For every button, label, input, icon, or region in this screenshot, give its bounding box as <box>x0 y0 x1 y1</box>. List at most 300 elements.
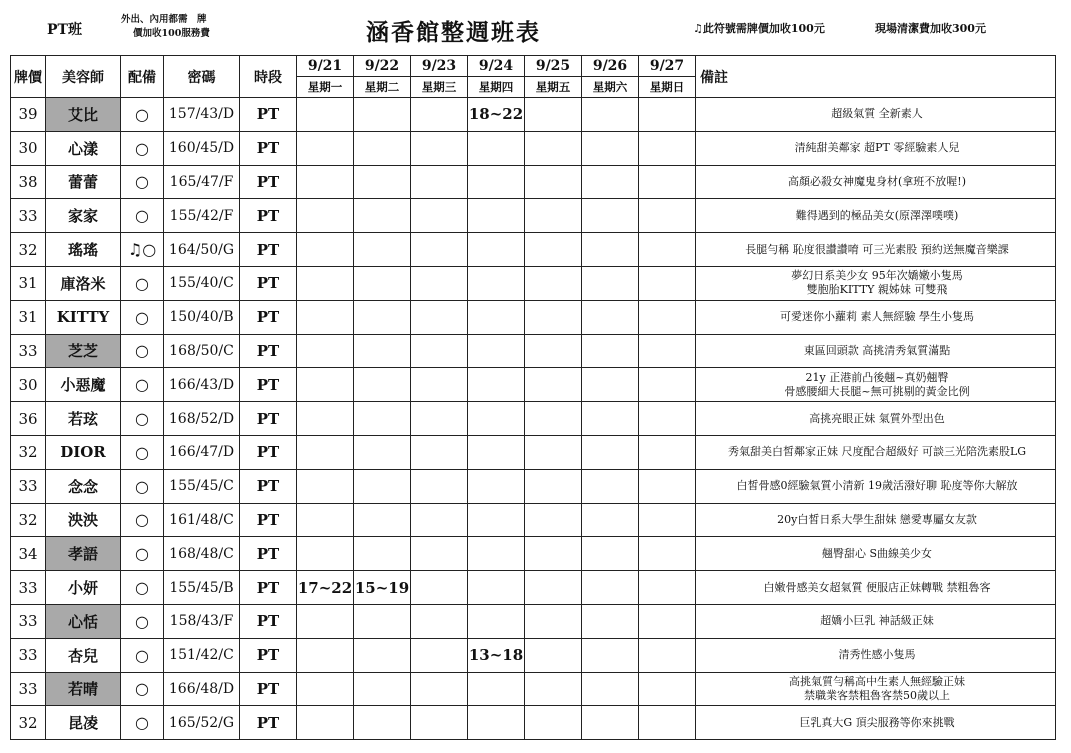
equip-cell: ○ <box>121 131 164 165</box>
schedule-cell <box>525 334 582 368</box>
remarks-cell <box>696 604 1056 638</box>
equip-cell: ○ <box>121 98 164 132</box>
remarks-cell <box>696 402 1056 436</box>
code-cell: 151/42/C <box>164 638 240 672</box>
remarks-cell <box>696 503 1056 537</box>
schedule-cell <box>411 368 468 402</box>
table-row <box>11 334 1056 368</box>
equip-cell: ♫○ <box>121 233 164 267</box>
period-cell: PT <box>240 199 297 233</box>
service-fee-note-line2: 價加收100服務費 <box>133 28 210 39</box>
schedule-cell <box>297 503 354 537</box>
day-date: 9/23 <box>411 56 468 77</box>
schedule-cell <box>297 638 354 672</box>
equip-cell: ○ <box>121 469 164 503</box>
schedule-cell <box>639 537 696 571</box>
schedule-cell <box>411 199 468 233</box>
schedule-cell <box>639 469 696 503</box>
schedule-cell <box>354 469 411 503</box>
schedule-cell <box>468 402 525 436</box>
price-cell: 33 <box>11 571 46 605</box>
stylist-name: 小妍 <box>46 571 121 605</box>
remark-line: 難得遇到的極品美女(原澤澤噗噗) <box>795 208 959 222</box>
schedule-cell <box>582 503 639 537</box>
price-cell: 33 <box>11 469 46 503</box>
code-cell: 158/43/F <box>164 604 240 638</box>
col-stylist: 美容師 <box>46 56 121 98</box>
schedule-cell <box>582 435 639 469</box>
equip-cell: ○ <box>121 402 164 436</box>
remark-line: 骨感腰細大長腿~無可挑剔的黃金比例 <box>784 384 970 398</box>
table-row <box>11 604 1056 638</box>
day-weekday: 星期一 <box>297 77 354 98</box>
code-cell: 166/48/D <box>164 672 240 706</box>
period-cell: PT <box>240 537 297 571</box>
schedule-cell <box>525 300 582 334</box>
schedule-cell <box>582 266 639 300</box>
stylist-name: KITTY <box>46 300 121 334</box>
stylist-name: 小惡魔 <box>46 368 121 402</box>
schedule-cell <box>411 469 468 503</box>
service-fee-note-line1: 外出、內用都需 牌 <box>121 14 207 25</box>
schedule-cell <box>582 672 639 706</box>
remark-line: 白嫩骨感美女超氣質 便服店正妹轉戰 禁粗魯客 <box>763 580 991 594</box>
day-date: 9/27 <box>639 56 696 77</box>
remark-line: 雙胞胎KITTY 親姊妹 可雙飛 <box>806 283 948 297</box>
remark-line: 20y白皙日系大學生甜妹 戀愛專屬女友款 <box>777 512 977 526</box>
equip-cell: ○ <box>121 266 164 300</box>
schedule-cell <box>525 537 582 571</box>
day-date: 9/21 <box>297 56 354 77</box>
schedule-cell <box>639 368 696 402</box>
schedule-cell <box>639 334 696 368</box>
schedule-cell <box>297 402 354 436</box>
price-cell: 34 <box>11 537 46 571</box>
schedule-cell <box>582 199 639 233</box>
schedule-cell <box>639 131 696 165</box>
cleaning-fee-note: 現場清潔費加收300元 <box>875 22 986 35</box>
schedule-cell <box>582 604 639 638</box>
schedule-cell <box>582 131 639 165</box>
table-row <box>11 706 1056 740</box>
stylist-name: 庫洛米 <box>46 266 121 300</box>
schedule-cell <box>411 435 468 469</box>
schedule-cell <box>468 706 525 740</box>
remarks-cell <box>696 131 1056 165</box>
schedule-cell <box>297 233 354 267</box>
table-row <box>11 233 1056 267</box>
remark-line: 高顏必殺女神魔鬼身材(拿班不放喔!) <box>787 174 966 188</box>
remark-line: 21y 正港前凸後翹~真奶翹臀 <box>805 370 949 384</box>
remarks-cell <box>696 199 1056 233</box>
day-date: 9/24 <box>468 56 525 77</box>
remarks-cell <box>696 571 1056 605</box>
schedule-cell: 18~22 <box>468 98 525 132</box>
remark-line: 超嬌小巨乳 神話級正妹 <box>820 614 934 628</box>
day-weekday: 星期六 <box>582 77 639 98</box>
remark-line: 超級氣質 全新素人 <box>831 107 923 121</box>
remark-line: 秀氣甜美白皙鄰家正妹 尺度配合超級好 可談三光陪洗素股LG <box>727 445 1027 459</box>
remarks-cell <box>696 334 1056 368</box>
schedule-cell <box>639 435 696 469</box>
schedule-cell <box>297 165 354 199</box>
code-cell: 168/48/C <box>164 537 240 571</box>
schedule-cell <box>468 266 525 300</box>
price-cell: 31 <box>11 266 46 300</box>
remarks-cell <box>696 537 1056 571</box>
schedule-cell <box>525 266 582 300</box>
table-row <box>11 165 1056 199</box>
price-cell: 33 <box>11 334 46 368</box>
code-cell: 168/52/D <box>164 402 240 436</box>
schedule-cell <box>468 435 525 469</box>
schedule-cell <box>639 571 696 605</box>
schedule-cell <box>639 300 696 334</box>
table-row <box>11 435 1056 469</box>
schedule-cell <box>354 131 411 165</box>
period-cell: PT <box>240 469 297 503</box>
header-row-dates <box>11 56 1056 77</box>
remarks-cell <box>696 98 1056 132</box>
price-cell: 36 <box>11 402 46 436</box>
remarks-cell <box>696 368 1056 402</box>
remarks-cell <box>696 638 1056 672</box>
schedule-cell <box>411 300 468 334</box>
schedule-cell <box>639 98 696 132</box>
table-header <box>11 56 1056 98</box>
code-cell: 150/40/B <box>164 300 240 334</box>
schedule-cell <box>297 672 354 706</box>
schedule-cell <box>468 368 525 402</box>
stylist-name: 念念 <box>46 469 121 503</box>
code-cell: 155/45/B <box>164 571 240 605</box>
remark-line: 高挑氣質勻稱高中生素人無經驗正妹 <box>789 674 965 688</box>
table-row <box>11 266 1056 300</box>
schedule-cell <box>525 435 582 469</box>
stylist-name: 昆凌 <box>46 706 121 740</box>
stylist-name: 泱泱 <box>46 503 121 537</box>
equip-cell: ○ <box>121 672 164 706</box>
schedule-cell <box>354 672 411 706</box>
schedule-cell <box>468 199 525 233</box>
code-cell: 155/42/F <box>164 199 240 233</box>
price-cell: 30 <box>11 131 46 165</box>
schedule-cell <box>525 638 582 672</box>
schedule-cell <box>468 165 525 199</box>
equip-cell: ○ <box>121 300 164 334</box>
period-cell: PT <box>240 706 297 740</box>
price-cell: 33 <box>11 199 46 233</box>
remarks-cell <box>696 233 1056 267</box>
schedule-cell <box>354 402 411 436</box>
schedule-cell <box>468 571 525 605</box>
remark-line: 巨乳真大G 頂尖服務等你來挑戰 <box>799 715 955 729</box>
equip-cell: ○ <box>121 199 164 233</box>
schedule-cell <box>582 469 639 503</box>
schedule-cell <box>525 233 582 267</box>
remarks-cell <box>696 672 1056 706</box>
code-cell: 164/50/G <box>164 233 240 267</box>
schedule-cell <box>639 199 696 233</box>
schedule-cell <box>582 537 639 571</box>
remarks-cell <box>696 266 1056 300</box>
equip-cell: ○ <box>121 165 164 199</box>
code-cell: 155/45/C <box>164 469 240 503</box>
schedule-cell <box>297 131 354 165</box>
day-weekday: 星期四 <box>468 77 525 98</box>
code-cell: 166/43/D <box>164 368 240 402</box>
weekly-schedule-table <box>10 55 1056 740</box>
schedule-cell <box>468 334 525 368</box>
schedule-cell <box>639 266 696 300</box>
schedule-cell <box>297 266 354 300</box>
schedule-cell <box>639 638 696 672</box>
table-row <box>11 131 1056 165</box>
schedule-cell <box>468 300 525 334</box>
schedule-cell <box>411 503 468 537</box>
code-cell: 166/47/D <box>164 435 240 469</box>
schedule-cell <box>468 672 525 706</box>
price-cell: 38 <box>11 165 46 199</box>
stylist-name: 芝芝 <box>46 334 121 368</box>
page-title: 涵香館整週班表 <box>366 19 541 46</box>
price-cell: 32 <box>11 233 46 267</box>
stylist-name: 心漾 <box>46 131 121 165</box>
schedule-cell <box>582 402 639 436</box>
schedule-cell <box>582 334 639 368</box>
table-row <box>11 368 1056 402</box>
col-period: 時段 <box>240 56 297 98</box>
schedule-cell <box>639 503 696 537</box>
day-weekday: 星期二 <box>354 77 411 98</box>
schedule-cell <box>354 368 411 402</box>
stylist-name: 杏兒 <box>46 638 121 672</box>
col-remarks: 備註 <box>696 56 1056 98</box>
schedule-cell <box>354 537 411 571</box>
schedule-cell <box>639 402 696 436</box>
schedule-cell <box>297 604 354 638</box>
schedule-cell <box>639 706 696 740</box>
period-cell: PT <box>240 402 297 436</box>
period-cell: PT <box>240 368 297 402</box>
schedule-cell <box>639 672 696 706</box>
col-price: 牌價 <box>11 56 46 98</box>
schedule-cell <box>411 98 468 132</box>
price-cell: 32 <box>11 503 46 537</box>
remarks-cell <box>696 300 1056 334</box>
schedule-cell <box>354 334 411 368</box>
remark-line: 長腿勻稱 恥度很讚讚唷 可三光素股 預約送無魔音樂課 <box>745 242 1009 256</box>
schedule-cell <box>582 571 639 605</box>
col-equip: 配備 <box>121 56 164 98</box>
stylist-name: 家家 <box>46 199 121 233</box>
schedule-cell <box>411 672 468 706</box>
period-cell: PT <box>240 233 297 267</box>
schedule-cell <box>525 672 582 706</box>
remarks-cell <box>696 469 1056 503</box>
period-cell: PT <box>240 604 297 638</box>
stylist-name: DIOR <box>46 435 121 469</box>
period-cell: PT <box>240 165 297 199</box>
code-cell: 168/50/C <box>164 334 240 368</box>
schedule-cell <box>354 199 411 233</box>
price-cell: 31 <box>11 300 46 334</box>
table-row <box>11 672 1056 706</box>
day-weekday: 星期三 <box>411 77 468 98</box>
equip-cell: ○ <box>121 571 164 605</box>
stylist-name: 心恬 <box>46 604 121 638</box>
schedule-cell <box>525 402 582 436</box>
table-body <box>11 98 1056 740</box>
period-cell: PT <box>240 98 297 132</box>
schedule-cell <box>582 233 639 267</box>
period-cell: PT <box>240 638 297 672</box>
schedule-cell <box>525 199 582 233</box>
remark-line: 白皙骨感0經驗氣質小清新 19歲活潑好聊 恥度等你大解放 <box>736 479 1018 493</box>
schedule-cell <box>411 571 468 605</box>
remarks-cell <box>696 435 1056 469</box>
table-row <box>11 402 1056 436</box>
schedule-cell <box>354 165 411 199</box>
stylist-name: 若玹 <box>46 402 121 436</box>
schedule-cell <box>468 469 525 503</box>
schedule-cell <box>639 233 696 267</box>
schedule-cell <box>354 638 411 672</box>
remark-line: 高挑亮眼正妹 氣質外型出色 <box>809 411 945 425</box>
day-weekday: 星期日 <box>639 77 696 98</box>
equip-cell: ○ <box>121 604 164 638</box>
stylist-name: 孝語 <box>46 537 121 571</box>
code-cell: 161/48/C <box>164 503 240 537</box>
schedule-cell <box>297 435 354 469</box>
schedule-cell <box>525 131 582 165</box>
period-cell: PT <box>240 571 297 605</box>
schedule-cell: 15~19 <box>354 571 411 605</box>
code-cell: 165/47/F <box>164 165 240 199</box>
schedule-cell <box>525 98 582 132</box>
stylist-name: 蕾蕾 <box>46 165 121 199</box>
schedule-cell <box>354 604 411 638</box>
schedule-cell <box>411 604 468 638</box>
schedule-cell <box>354 233 411 267</box>
schedule-cell <box>525 706 582 740</box>
schedule-cell <box>582 98 639 132</box>
schedule-cell <box>297 300 354 334</box>
schedule-cell <box>411 706 468 740</box>
schedule-cell <box>411 233 468 267</box>
table-row <box>11 503 1056 537</box>
schedule-cell <box>297 334 354 368</box>
period-cell: PT <box>240 300 297 334</box>
day-date: 9/22 <box>354 56 411 77</box>
schedule-cell <box>297 706 354 740</box>
schedule-cell <box>411 131 468 165</box>
schedule-cell <box>411 165 468 199</box>
table-row <box>11 571 1056 605</box>
music-surcharge-note: ♫此符號需牌價加收100元 <box>693 22 825 35</box>
remarks-cell <box>696 706 1056 740</box>
schedule-cell <box>639 604 696 638</box>
remarks-cell <box>696 165 1056 199</box>
remark-line: 禁職業客禁粗魯客禁50歲以上 <box>804 688 950 702</box>
equip-cell: ○ <box>121 368 164 402</box>
schedule-cell <box>411 537 468 571</box>
schedule-cell <box>354 300 411 334</box>
schedule-cell <box>525 368 582 402</box>
equip-cell: ○ <box>121 435 164 469</box>
stylist-name: 若晴 <box>46 672 121 706</box>
table-row <box>11 199 1056 233</box>
table-row <box>11 469 1056 503</box>
schedule-cell <box>354 98 411 132</box>
remark-line: 清純甜美鄰家 超PT 零經驗素人兒 <box>794 141 960 155</box>
period-cell: PT <box>240 672 297 706</box>
schedule-cell <box>297 368 354 402</box>
code-cell: 157/43/D <box>164 98 240 132</box>
col-code: 密碼 <box>164 56 240 98</box>
schedule-cell <box>411 402 468 436</box>
schedule-cell: 17~22 <box>297 571 354 605</box>
stylist-name: 瑤瑤 <box>46 233 121 267</box>
price-cell: 33 <box>11 672 46 706</box>
day-weekday: 星期五 <box>525 77 582 98</box>
equip-cell: ○ <box>121 334 164 368</box>
equip-cell: ○ <box>121 638 164 672</box>
table-row <box>11 300 1056 334</box>
schedule-cell <box>525 604 582 638</box>
schedule-cell <box>297 469 354 503</box>
period-cell: PT <box>240 131 297 165</box>
remark-line: 東區回頭款 高挑清秀氣質滿點 <box>803 343 951 357</box>
price-cell: 32 <box>11 706 46 740</box>
schedule-cell <box>582 300 639 334</box>
service-fee-note <box>121 13 210 41</box>
remark-line: 可愛迷你小蘿莉 素人無經驗 學生小隻馬 <box>780 310 974 324</box>
code-cell: 160/45/D <box>164 131 240 165</box>
schedule-cell <box>354 503 411 537</box>
schedule-cell: 13~18 <box>468 638 525 672</box>
table-row <box>11 537 1056 571</box>
period-cell: PT <box>240 334 297 368</box>
period-cell: PT <box>240 503 297 537</box>
price-cell: 39 <box>11 98 46 132</box>
code-cell: 165/52/G <box>164 706 240 740</box>
equip-cell: ○ <box>121 503 164 537</box>
schedule-cell <box>297 98 354 132</box>
equip-cell: ○ <box>121 537 164 571</box>
price-cell: 33 <box>11 604 46 638</box>
table-row <box>11 638 1056 672</box>
schedule-cell <box>525 469 582 503</box>
price-cell: 32 <box>11 435 46 469</box>
equip-cell: ○ <box>121 706 164 740</box>
schedule-cell <box>525 165 582 199</box>
schedule-cell <box>468 537 525 571</box>
stylist-name: 艾比 <box>46 98 121 132</box>
table-row <box>11 98 1056 132</box>
day-date: 9/26 <box>582 56 639 77</box>
price-cell: 33 <box>11 638 46 672</box>
schedule-cell <box>582 368 639 402</box>
code-cell: 155/40/C <box>164 266 240 300</box>
price-cell: 30 <box>11 368 46 402</box>
schedule-cell <box>468 503 525 537</box>
schedule-cell <box>468 131 525 165</box>
schedule-cell <box>411 334 468 368</box>
schedule-cell <box>354 435 411 469</box>
remark-line: 翹臀甜心 S曲線美少女 <box>821 546 933 560</box>
schedule-cell <box>582 638 639 672</box>
